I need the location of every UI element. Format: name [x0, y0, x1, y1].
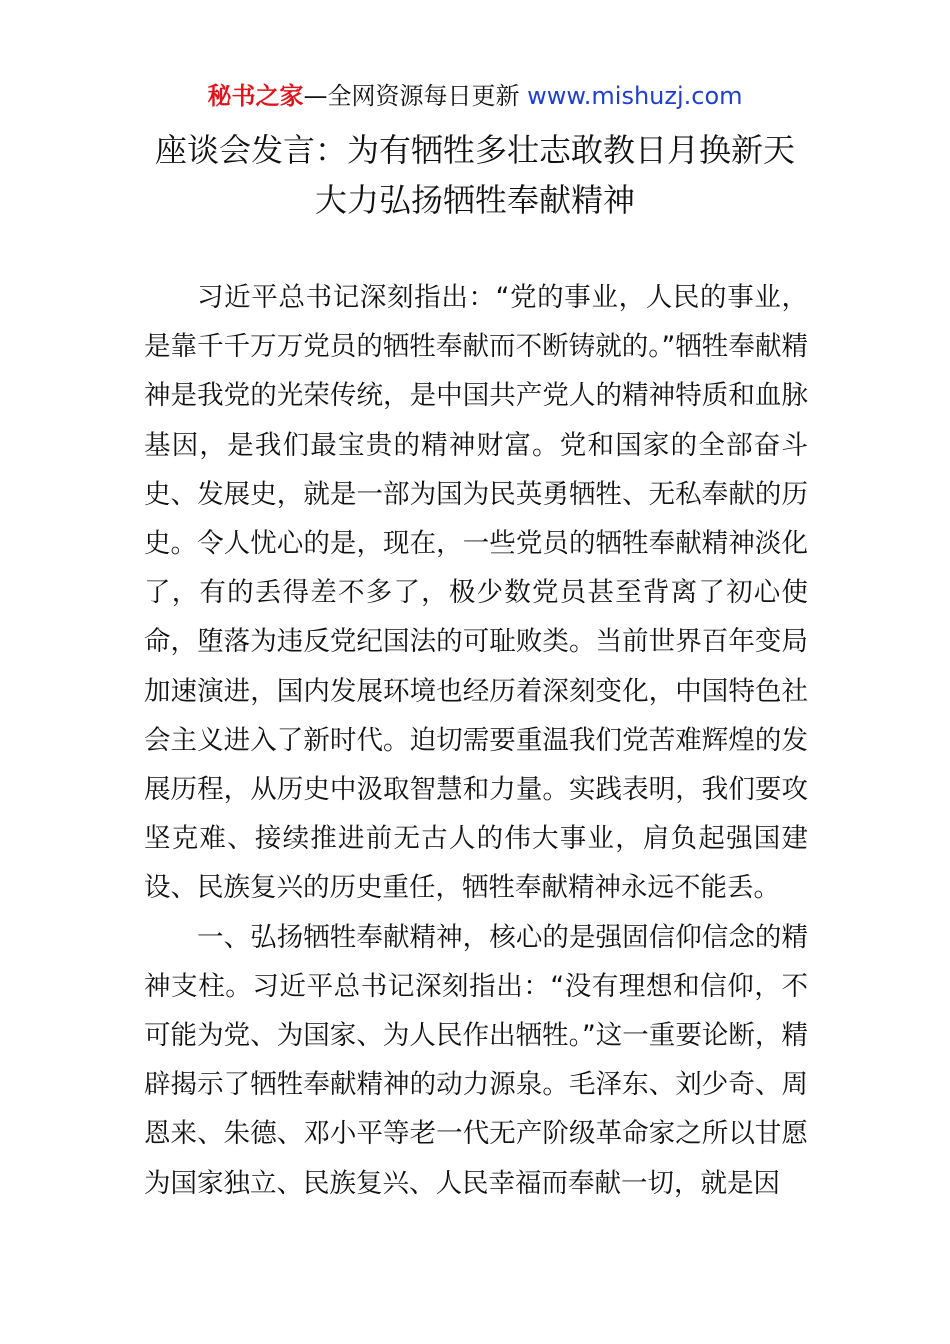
- brand-name: 秘书之家: [207, 82, 304, 110]
- document-title-line-1: 座谈会发言：为有牺牲多壮志敢教日月换新天: [154, 131, 795, 169]
- document-body: [144, 273, 808, 1208]
- website-link[interactable]: www.mishuzj.com: [527, 82, 743, 110]
- header-watermark: [0, 80, 950, 112]
- paragraph-section-1: 一、弘扬牺牲奉献精神，核心的是强固信仰信念的精神支柱。习近平总书记深刻指出：“没有理想和信仰，不可能为党、为国家、为人民作出牺牲。”这一重要论断，精辟揭示了牺牲奉献精神的动力源泉。毛泽东、刘少奇、周恩来、朱德、邓小平等老一代无产阶级革命家之所以甘愿为国家独立、民族复兴、人民幸福而奉献一切，就是因: [144, 921, 808, 1199]
- document-title-line-2: 大力弘扬牺牲奉献精神: [314, 181, 635, 219]
- paragraph-intro: 习近平总书记深刻指出：“党的事业，人民的事业，是靠千千万万党员的牺牲奉献而不断铸就的。”牺牲奉献精神是我党的光荣传统，是中国共产党人的精神特质和血脉基因，是我们最宝贵的精神财富。党和国家的全部奋斗史、发展史，就是一部为国为民英勇牺牲、无私奉献的历史。令人忧心的是，现在，一些党员的牺牲奉献精神淡化了，有的丢得差不多了，极少数党员甚至背离了初心使命，堕落为违反党纪国法的可耻败类。当前世界百年变局加速演进，国内发展环境也经历着深刻变化，中国特色社会主义进入了新时代。迫切需要重温我们党苦难辉煌的发展历程，从历史中汲取智慧和力量。实践表明，我们要攻坚克难、接续推进前无古人的伟大事业，肩负起强国建设、民族复兴的历史重任，牺牲奉献精神永远不能丢。: [144, 282, 808, 904]
- brand-tagline: —全网资源每日更新: [303, 82, 528, 110]
